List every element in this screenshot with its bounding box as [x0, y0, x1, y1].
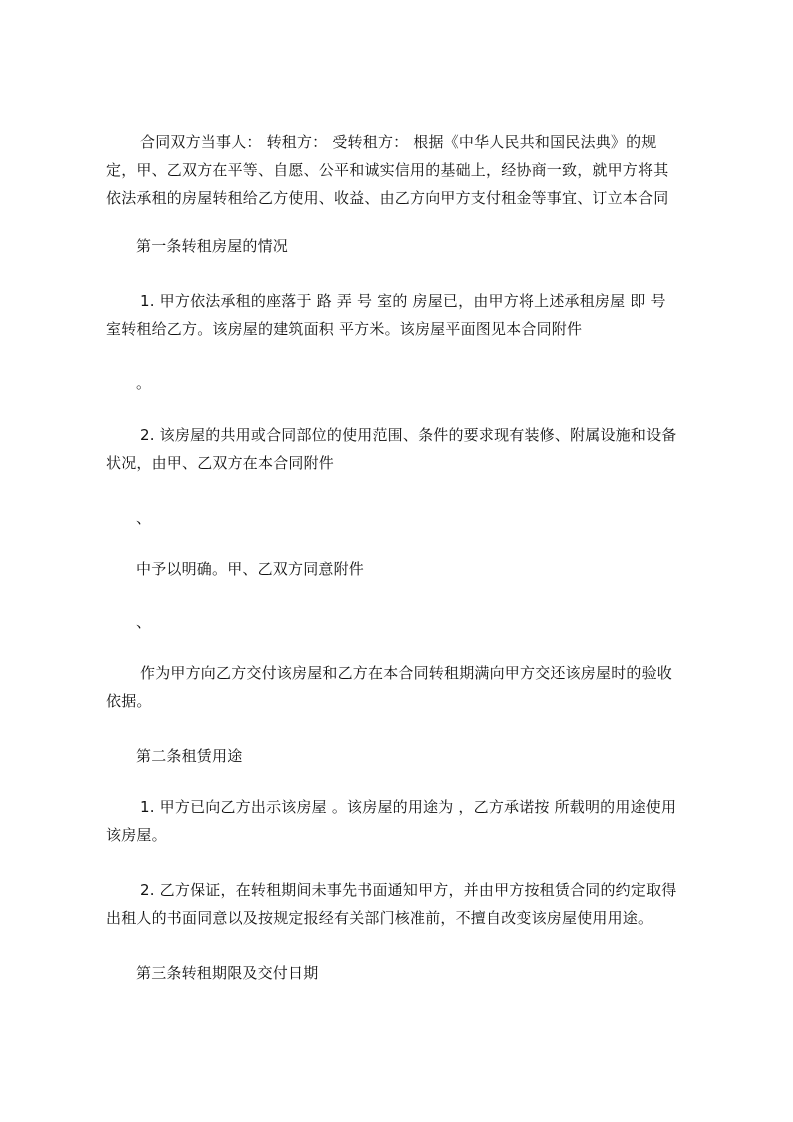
- intro-paragraph: [106, 128, 716, 212]
- punctuation-line-1: [136, 369, 696, 397]
- punctuation-text-1: 。: [136, 374, 152, 392]
- article-1-item-2b: [136, 555, 696, 583]
- article-1-item-2c: [106, 659, 716, 715]
- punctuation-text-3: 、: [136, 613, 152, 631]
- article-2-item-1-line-1: 1. 甲方已向乙方出示该房屋 。该房屋的用途为 ，乙方承诺按 所载明的用途使用: [140, 798, 677, 816]
- article-1-item-2-line-2: 状况，由甲、乙双方在本合同附件: [106, 454, 335, 472]
- article-2-item-1: [106, 793, 716, 849]
- intro-line-1: 合同双方当事人： 转租方： 受转租方： 根据《中华人民共和国民法典》的规: [140, 133, 657, 151]
- article-2-heading-text: 第二条租赁用途: [136, 747, 243, 765]
- article-2-item-1-line-2: 该房屋。: [106, 826, 167, 844]
- punctuation-line-3: [136, 608, 696, 636]
- intro-line-2: 定，甲、乙双方在平等、自愿、公平和诚实信用的基础上，经协商一致，就甲方将其: [106, 161, 669, 179]
- article-1-item-2c-line-1: 作为甲方向乙方交付该房屋和乙方在本合同转租期满向甲方交还该房屋时的验收: [140, 664, 673, 682]
- article-1-item-1-line-2: 室转租给乙方。该房屋的建筑面积 平方米。该房屋平面图见本合同附件: [106, 320, 583, 338]
- article-2-item-2-line-1: 2. 乙方保证，在转租期间未事先书面通知甲方，并由甲方按租赁合同的约定取得: [140, 881, 677, 899]
- article-3-heading: [136, 959, 696, 987]
- article-1-item-2b-line-1: 中予以明确。甲、乙双方同意附件: [136, 560, 365, 578]
- article-1-heading: [136, 232, 696, 260]
- article-1-item-1: [106, 287, 716, 343]
- article-1-item-2-line-1: 2. 该房屋的共用或合同部位的使用范围、条件的要求现有装修、附属设施和设备: [140, 426, 677, 444]
- intro-line-3: 依法承租的房屋转租给乙方使用、收益、由乙方向甲方支付租金等事宜、订立本合同: [106, 189, 669, 207]
- punctuation-line-2: [136, 504, 696, 532]
- article-2-item-2-line-2: 出租人的书面同意以及按规定报经有关部门核准前，不擅自改变该房屋使用用途。: [106, 909, 654, 927]
- punctuation-text-2: 、: [136, 509, 152, 527]
- article-1-item-2: [106, 421, 716, 477]
- article-3-heading-text: 第三条转租期限及交付日期: [136, 964, 319, 982]
- article-2-item-2: [106, 876, 716, 932]
- article-1-heading-text: 第一条转租房屋的情况: [136, 237, 289, 255]
- article-1-item-1-line-1: 1. 甲方依法承租的座落于 路 弄 号 室的 房屋已，由甲方将上述承租房屋 即 号: [140, 292, 666, 310]
- article-1-item-2c-line-2: 依据。: [106, 692, 152, 710]
- article-2-heading: [136, 742, 696, 770]
